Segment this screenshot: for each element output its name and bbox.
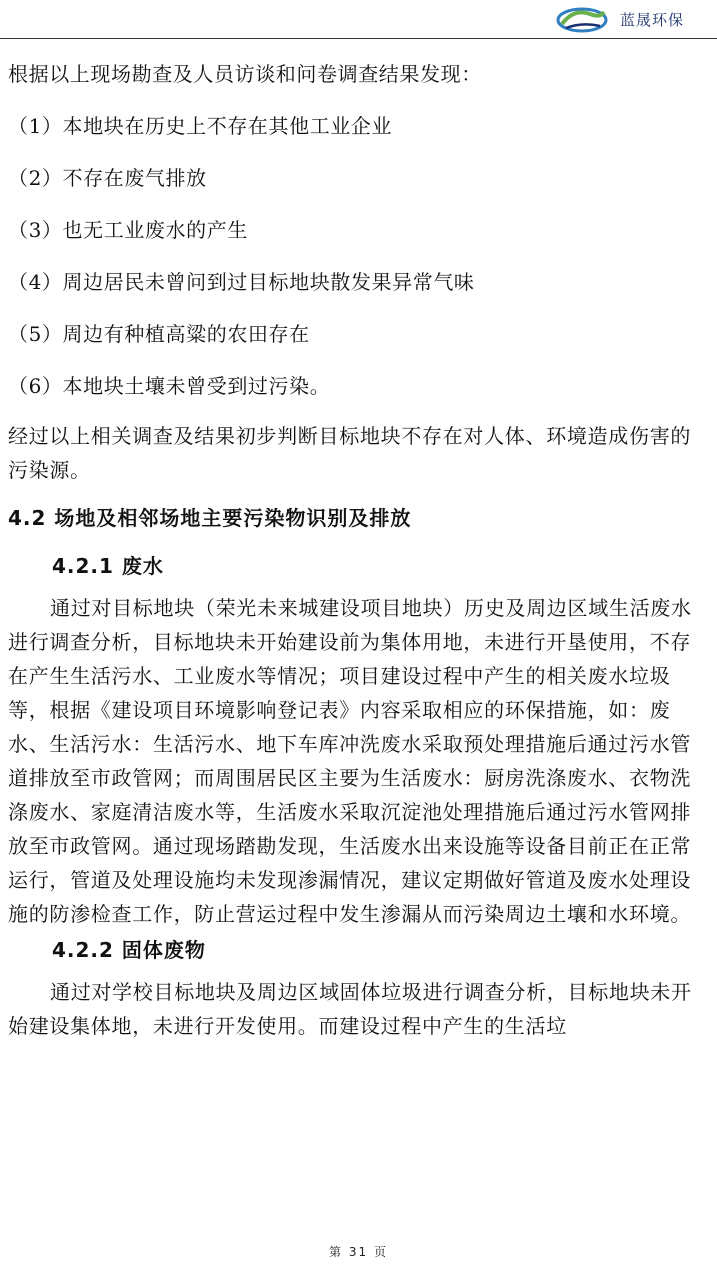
section-heading-4-2-1: 4.2.1 废水 [52, 554, 164, 578]
finding-item: （4）周边居民未曾问到过目标地块散发果异常气味 [8, 270, 475, 294]
wastewater-paragraph: 通过对目标地块（荣光未来城建设项目地块）历史及周边区域生活废水进行调查分析，目标地块未开始建设前为集体用地，未进行开垦使用，不存在产生生活污水、工业废水等情况；项目建设过程中产生的相关废水垃圾等，根据《建设项目环境影响登记表》内容采取相应的环保措施，如：废水、生活污水：生活污水、地下车库冲洗废水采取预处理措施后通过污水管道排放至市政管网；而周围居民区主要为生活废水：厨房洗涤废水、衣物洗涤废水、家庭清洁废水等，生活废水采取沉淀池处理措施后通过污水管网排放至市政管网。通过现场踏勘发现，生活废水出来设施等设备目前正在正常运行，管道及处理设施均未发现渗漏情况，建议定期做好管道及废水处理设施的防渗检查工作，防止营运过程中发生渗漏从而污染周边土壤和水环境。 [8, 596, 692, 926]
finding-item: （2）不存在废气排放 [8, 166, 207, 190]
conclusion-paragraph: 经过以上相关调查及结果初步判断目标地块不存在对人体、环境造成伤害的污染源。 [8, 424, 692, 482]
finding-item: （5）周边有种植高粱的农田存在 [8, 322, 310, 346]
company-logo-icon [556, 4, 608, 34]
section-heading-4-2: 4.2 场地及相邻场地主要污染物识别及排放 [8, 506, 412, 530]
finding-item: （1）本地块在历史上不存在其他工业企业 [8, 114, 393, 138]
page-number: 第 31 页 [329, 1245, 388, 1259]
finding-item: （3）也无工业废水的产生 [8, 218, 248, 242]
solid-waste-paragraph: 通过对学校目标地块及周边区域固体垃圾进行调查分析，目标地块未开始建设集体地，未进行开发使用。而建设过程中产生的生活垃 [8, 980, 692, 1038]
section-heading-4-2-2: 4.2.2 固体废物 [52, 938, 206, 962]
finding-item: （6）本地块土壤未曾受到过污染。 [8, 374, 331, 398]
header-divider [0, 38, 717, 39]
brand-name: 蓝晟环保 [620, 11, 685, 29]
intro-line: 根据以上现场勘查及人员访谈和问卷调查结果发现： [8, 62, 482, 86]
page-header [0, 0, 717, 38]
page-content [8, 55, 710, 1043]
